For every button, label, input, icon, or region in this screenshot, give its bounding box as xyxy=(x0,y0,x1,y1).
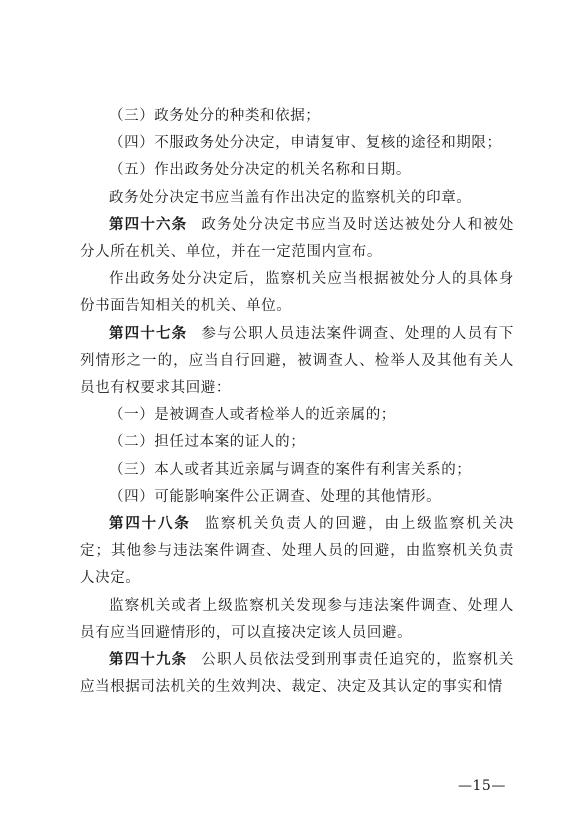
article-number: 第四十八条 xyxy=(109,516,191,533)
paragraph: （三）政务处分的种类和依据； xyxy=(109,108,321,124)
article-number: 第四十九条 xyxy=(109,652,188,669)
paragraph: （五）作出政务处分决定的机关名称和日期。 xyxy=(109,162,411,179)
article-paragraph xyxy=(80,321,514,403)
paragraph: （四）可能影响案件公正调查、处理的其他情形。 xyxy=(109,488,442,505)
article-number: 第四十七条 xyxy=(109,325,188,342)
article-text: 监察机关负责人的回避，由上级监察机关决定；其他参与违法案件调查、处理人员的回避，由监察机关负责人决定。 xyxy=(80,516,514,587)
paragraph: （二）担任过本案的证人的； xyxy=(109,434,306,451)
paragraph: 作出政务处分决定后，监察机关应当根据被处分人的具体身份书面告知相关的机关、单位。 xyxy=(80,271,514,315)
paragraph: 监察机关或者上级监察机关发现参与违法案件调查、处理人员有应当回避情形的，可以直接决定该人员回避。 xyxy=(80,597,514,641)
paragraph: 政务处分决定书应当盖有作出决定的监察机关的印章。 xyxy=(109,189,472,206)
paragraph: （四）不服政务处分决定，申请复审、复核的途径和期限； xyxy=(109,135,502,152)
page-content xyxy=(80,103,514,701)
page-number: —15— xyxy=(458,778,506,794)
article-text: 公职人员依法受到刑事责任追究的，监察机关应当根据司法机关的生效判决、裁定、决定及其认定的事实和情 xyxy=(80,652,514,696)
article-number: 第四十六条 xyxy=(109,216,188,233)
paragraph: （一）是被调查人或者检举人的近亲属的； xyxy=(109,407,396,424)
article-text: 参与公职人员违法案件调查、处理的人员有下列情形之一的，应当自行回避，被调查人、检举人及其他有关人员也有权要求其回避： xyxy=(80,325,514,397)
paragraph: （三）本人或者其近亲属与调查的案件有利害关系的； xyxy=(109,461,472,478)
article-paragraph xyxy=(80,212,514,266)
article-paragraph xyxy=(80,647,514,701)
article-paragraph xyxy=(80,511,514,593)
article-text: 政务处分决定书应当及时送达被处分人和被处分人所在机关、单位，并在一定范围内宣布。 xyxy=(80,216,514,261)
